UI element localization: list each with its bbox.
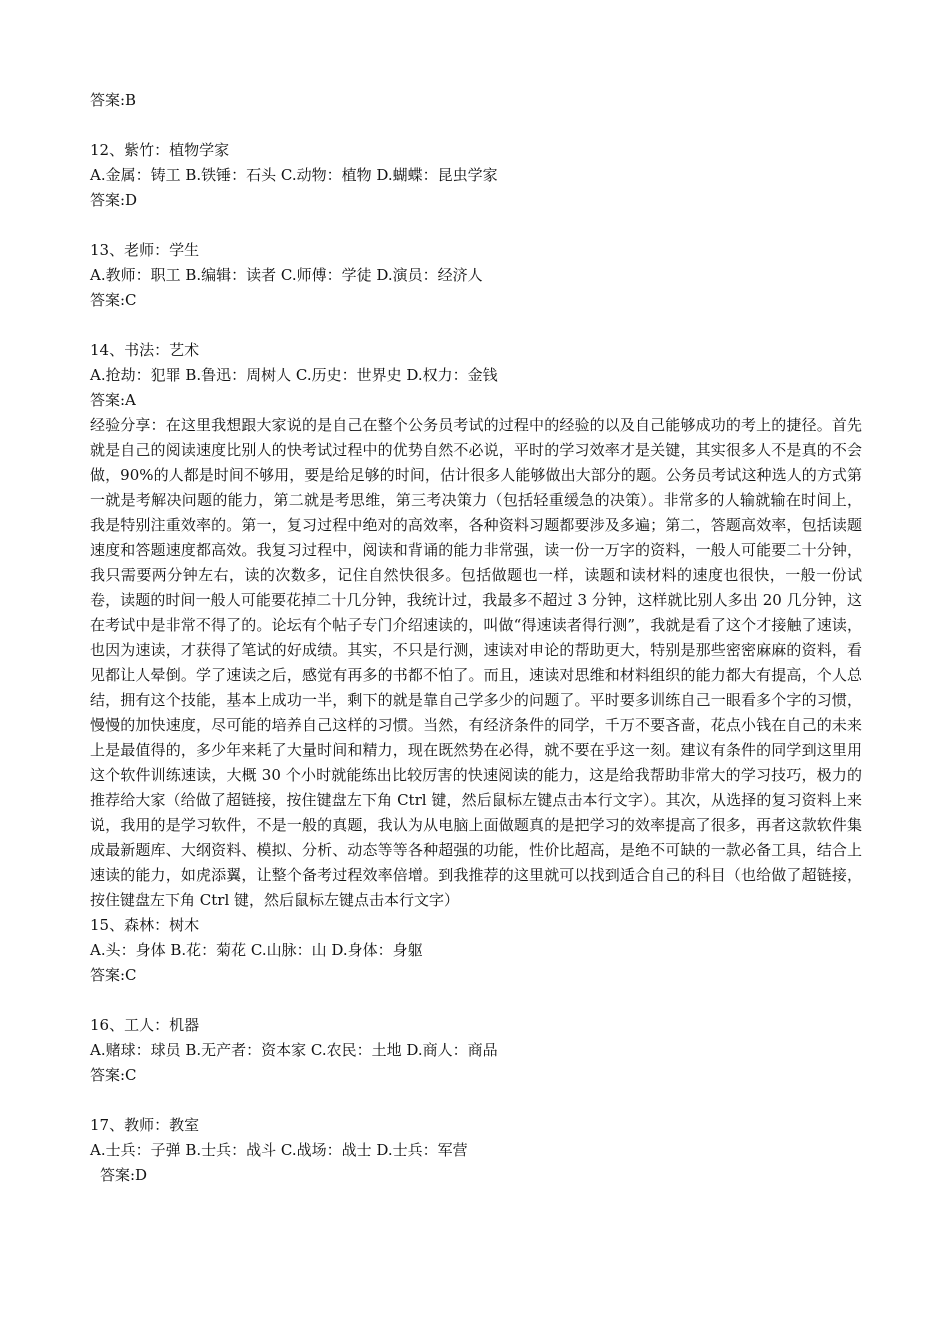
answer-14: 答案:A xyxy=(90,391,136,409)
spacer xyxy=(90,313,862,338)
options-15: A.头：身体 B.花：菊花 C.山脉：山 D.身体：身躯 xyxy=(90,941,423,959)
question-13: 13、老师：学生 xyxy=(90,241,200,259)
answer-17: 答案:D xyxy=(100,1166,148,1184)
answer-16: 答案:C xyxy=(90,1066,137,1084)
question-12: 12、紫竹：植物学家 xyxy=(90,141,230,159)
question-15: 15、森林：树木 xyxy=(90,916,200,934)
answer-12: 答案:D xyxy=(90,191,138,209)
answer-15: 答案:C xyxy=(90,966,137,984)
options-14: A.抢劫：犯罪 B.鲁迅：周树人 C.历史：世界史 D.权力：金钱 xyxy=(90,366,498,384)
spacer xyxy=(90,113,862,138)
question-14: 14、书法：艺术 xyxy=(90,341,200,359)
question-16: 16、工人：机器 xyxy=(90,1016,200,1034)
question-17: 17、教师：教室 xyxy=(90,1116,200,1134)
options-16: A.赌球：球员 B.无产者：资本家 C.农民：土地 D.商人：商品 xyxy=(90,1041,498,1059)
spacer xyxy=(90,213,862,238)
answer-11: 答案:B xyxy=(90,91,137,109)
experience-sharing-paragraph[interactable]: 经验分享：在这里我想跟大家说的是自己在整个公务员考试的过程中的经验的以及自己能够成功的考上的捷径。首先就是自己的阅读速度比别人的快考试过程中的优势自然不必说，平时的学习效率才是关键，其实很多人不是真的不会做，90%的人都是时间不够用，要是给足够的时间，估计很多人能够做出大部分的题。公务员考试这种选人的方式第一就是考解决问题的能力，第二就是考思维，第三考决策力（包括轻重缓急的决策）。非常多的人输就输在时间上，我是特别注重效率的。第一，复习过程中绝对的高效率，各种资料习题都要涉及多遍；第二，答题高效率，包括读题速度和答题速度都高效。我复习过程中，阅读和背诵的能力非常强，读一份一万字的资料，一般人可能要二十分钟，我只需要两分钟左右，读的次数多，记住自然快很多。包括做题也一样，读题和读材料的速度也很快，一般一份试卷，读题的时间一般人可能要花掉二十几分钟，我统计过，我最多不超过 3 分钟，这样就比别人多出 20 几分钟，这在考试中是非常不得了的。论坛有个帖子专门介绍速读的，叫做“得速读者得行测”，我就是看了这个才接触了速读，也因为速读，才获得了笔试的好成绩。其实，不只是行测，速读对申论的帮助更大，特别是那些密密麻麻的资料，看见都让人晕倒。学了速读之后，感觉有再多的书都不怕了。而且，速读对思维和材料组织的能力都大有提高，个人总结，拥有这个技能，基本上成功一半，剩下的就是靠自己学多少的问题了。平时要多训练自己一眼看多个字的习惯，慢慢的加快速度，尽可能的培养自己这样的习惯。当然，有经济条件的同学，千万不要吝啬，花点小钱在自己的未来上是最值得的，多少年来耗了大量时间和精力，现在既然势在必得，就不要在乎这一刻。建议有条件的同学到这里用这个软件训练速读，大概 30 个小时就能练出比较厉害的快速阅读的能力，这是给我帮助非常大的学习技巧，极力的推荐给大家（给做了超链接，按住键盘左下角 Ctrl 键，然后鼠标左键点击本行文字）。其次，从选择的复习资料上来说，我用的是学习软件，不是一般的真题，我认为从电脑上面做题真的是把学习的效率提高了很多，再者这款软件集成最新题库、大纲资料、模拟、分析、动态等等各种超强的功能，性价比超高，是绝不可缺的一款必备工具，结合上速读的能力，如虎添翼，让整个备考过程效率倍增。到我推荐的这里就可以找到适合自己的科目（也给做了超链接，按住键盘左下角 Ctrl 键，然后鼠标左键点击本行文字） xyxy=(90,416,862,909)
answer-13: 答案:C xyxy=(90,291,137,309)
options-12: A.金属：铸工 B.铁锤：石头 C.动物：植物 D.蝴蝶：昆虫学家 xyxy=(90,166,498,184)
spacer xyxy=(90,988,862,1013)
document-page xyxy=(90,88,862,1188)
options-17: A.士兵：子弹 B.士兵：战斗 C.战场：战士 D.士兵：军营 xyxy=(90,1141,468,1159)
options-13: A.教师：职工 B.编辑：读者 C.师傅：学徒 D.演员：经济人 xyxy=(90,266,483,284)
spacer xyxy=(90,1088,862,1113)
